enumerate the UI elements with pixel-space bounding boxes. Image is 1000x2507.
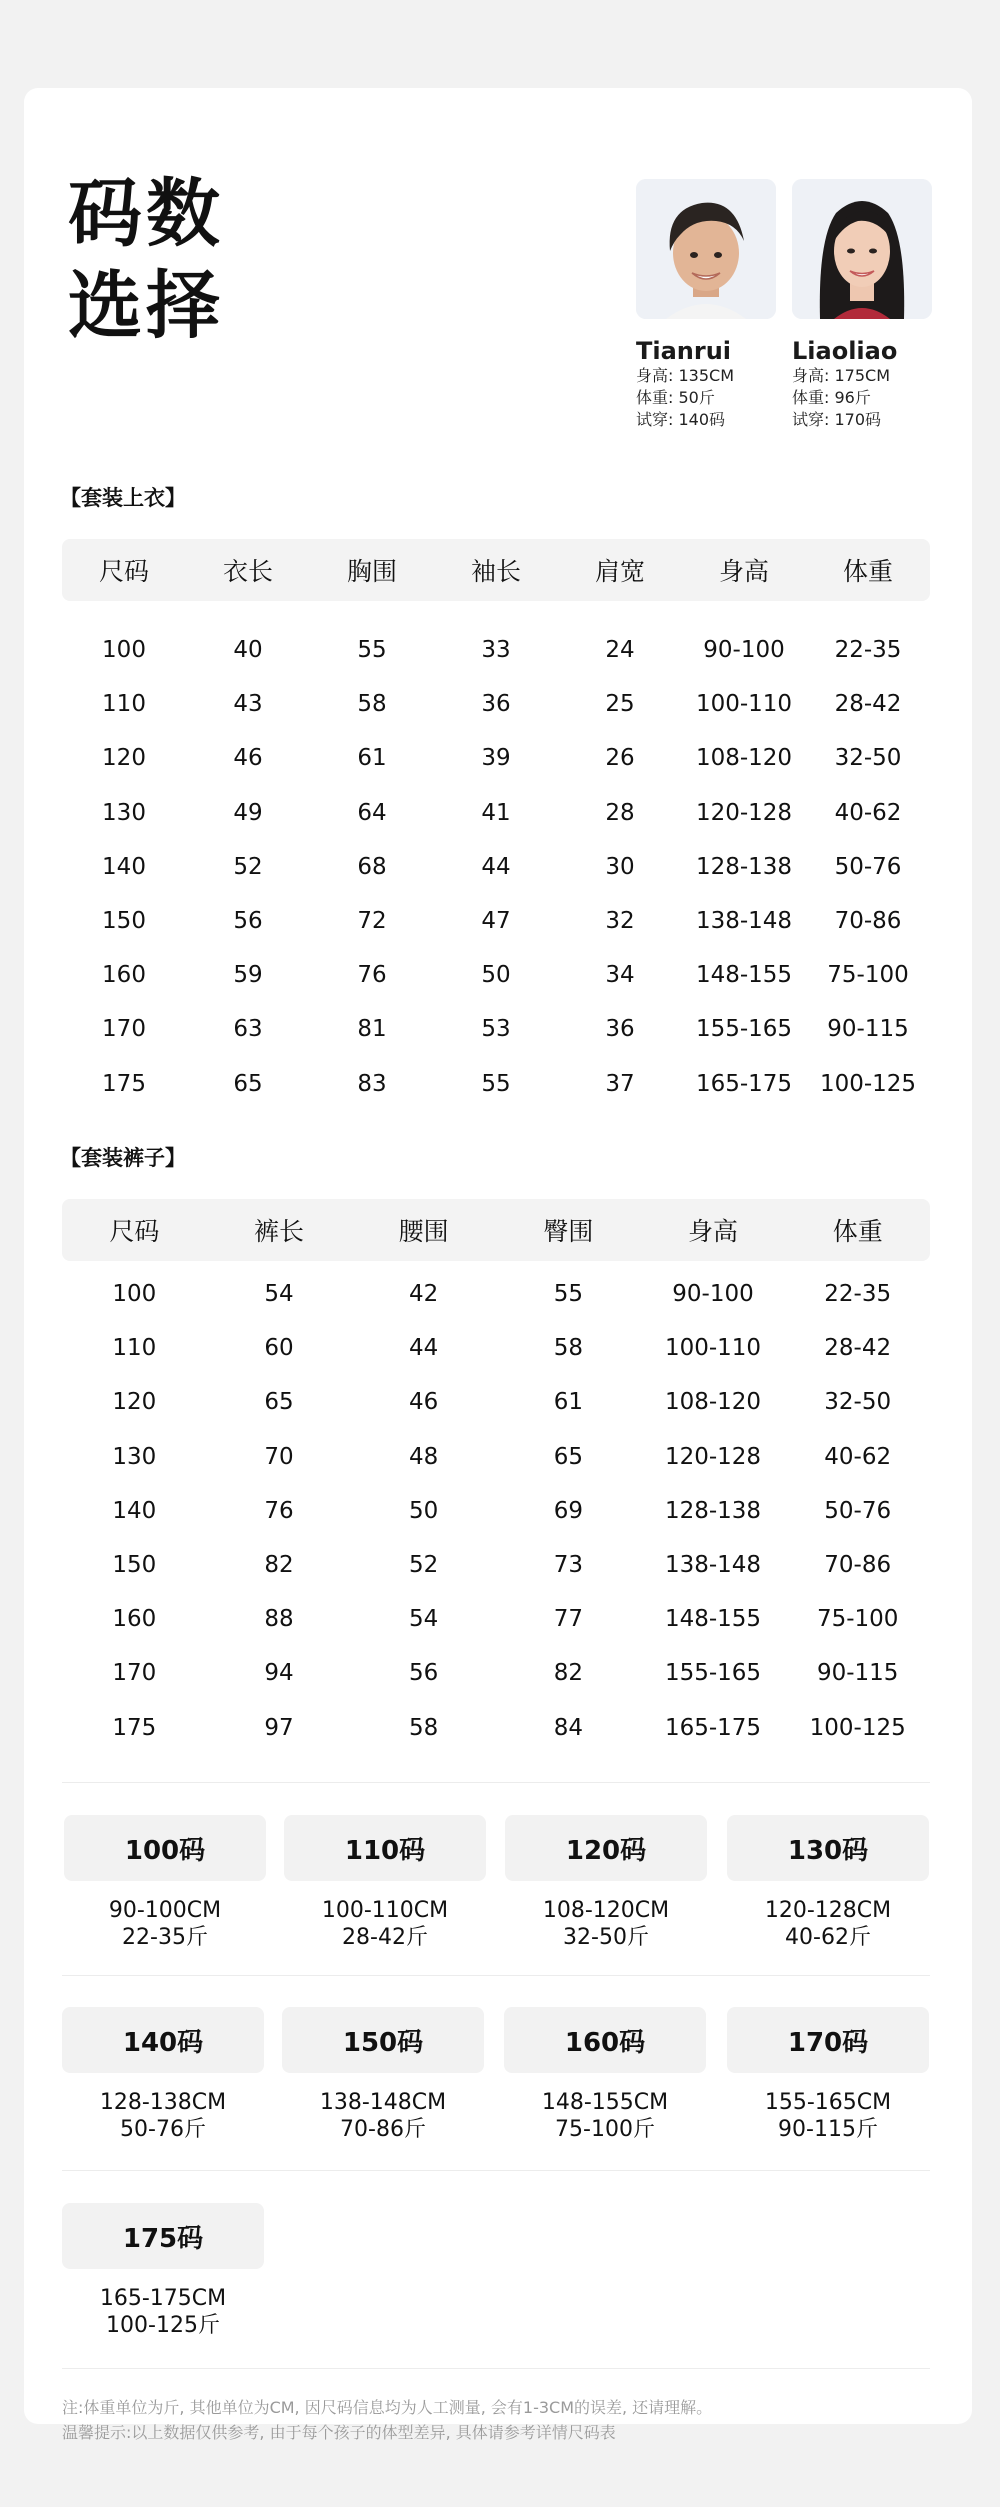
size-card-label: 140码 bbox=[62, 2007, 264, 2073]
table-cell: 90-115 bbox=[827, 1016, 909, 1043]
size-card-weight: 32-50斤 bbox=[563, 1925, 649, 1950]
table-row bbox=[62, 786, 930, 840]
table-cell: 65 bbox=[264, 1389, 294, 1416]
size-card-height: 128-138CM bbox=[99, 2090, 227, 2115]
table-cell: 155-165 bbox=[664, 1660, 762, 1687]
table-cell: 170 bbox=[102, 1016, 146, 1043]
size-card-height: 100-110CM bbox=[321, 1898, 449, 1923]
table-cell: 44 bbox=[481, 853, 511, 880]
column-header: 衣长 bbox=[222, 557, 273, 586]
table-cell: 138-148 bbox=[664, 1552, 762, 1579]
model-photo bbox=[636, 179, 776, 319]
footnote bbox=[62, 2395, 712, 2445]
table-cell: 76 bbox=[357, 962, 387, 989]
table-header bbox=[62, 1199, 930, 1261]
column-header: 身高 bbox=[688, 1217, 739, 1246]
table-row bbox=[62, 1592, 930, 1646]
table-cell: 28-42 bbox=[834, 691, 902, 718]
title-line-2: 选择 bbox=[68, 263, 224, 349]
table-body bbox=[62, 1267, 930, 1755]
table-cell: 33 bbox=[481, 637, 511, 664]
table-cell: 25 bbox=[605, 691, 635, 718]
table-cell: 42 bbox=[409, 1281, 439, 1308]
table-cell: 54 bbox=[409, 1606, 439, 1633]
table-cell: 22-35 bbox=[834, 637, 902, 664]
size-card-weight: 90-115斤 bbox=[778, 2117, 878, 2142]
table-row bbox=[62, 1701, 930, 1755]
column-header: 腰围 bbox=[398, 1217, 449, 1246]
size-card-label: 100码 bbox=[64, 1815, 266, 1881]
table-cell: 100 bbox=[112, 1281, 157, 1308]
table-cell: 138-148 bbox=[695, 908, 793, 935]
column-header: 尺码 bbox=[109, 1217, 160, 1246]
table-cell: 63 bbox=[233, 1016, 263, 1043]
size-card-label: 120码 bbox=[505, 1815, 707, 1881]
size-card-label: 150码 bbox=[282, 2007, 484, 2073]
table-cell: 65 bbox=[233, 1070, 263, 1097]
size-card-label: 160码 bbox=[504, 2007, 706, 2073]
table-cell: 100-125 bbox=[809, 1714, 906, 1741]
column-header: 裤长 bbox=[254, 1217, 305, 1246]
table-cell: 49 bbox=[233, 799, 263, 826]
size-card-weight: 50-76斤 bbox=[120, 2117, 206, 2142]
size-card bbox=[282, 2007, 484, 2143]
table-cell: 56 bbox=[409, 1660, 439, 1687]
size-card-label: 170码 bbox=[727, 2007, 929, 2073]
size-card-weight: 70-86斤 bbox=[340, 2117, 426, 2142]
table-cell: 68 bbox=[357, 853, 387, 880]
table-cell: 72 bbox=[357, 908, 387, 935]
table-row bbox=[62, 1646, 930, 1700]
table-cell: 130 bbox=[102, 799, 146, 826]
divider bbox=[62, 1975, 930, 1976]
table-cell: 44 bbox=[409, 1335, 439, 1362]
table-cell: 77 bbox=[553, 1606, 583, 1633]
model-weight: 体重: 50斤 bbox=[636, 388, 715, 407]
size-card-weight: 28-42斤 bbox=[342, 1925, 428, 1950]
table-cell: 75-100 bbox=[827, 962, 909, 989]
table-cell: 32-50 bbox=[824, 1389, 892, 1416]
note-units: 注:体重单位为斤, 其他单位为CM, 因尺码信息均为人工测量, 会有1-3CM的误差, 还请理解。 bbox=[62, 2398, 713, 2417]
table-cell: 56 bbox=[233, 908, 263, 935]
title-line-1: 码数 bbox=[68, 171, 224, 257]
table-cell: 76 bbox=[264, 1497, 294, 1524]
table-cell: 58 bbox=[553, 1335, 583, 1362]
model-weight: 体重: 96斤 bbox=[792, 388, 871, 407]
table-cell: 28 bbox=[605, 799, 635, 826]
table-cell: 94 bbox=[264, 1660, 294, 1687]
size-card-label: 110码 bbox=[284, 1815, 486, 1881]
table-cell: 82 bbox=[264, 1552, 294, 1579]
table-cell: 40-62 bbox=[834, 799, 902, 826]
table-cell: 108-120 bbox=[695, 745, 793, 772]
column-header: 袖长 bbox=[470, 557, 521, 586]
table-cell: 47 bbox=[481, 908, 511, 935]
table-cell: 120 bbox=[112, 1389, 157, 1416]
table-cell: 160 bbox=[102, 962, 146, 989]
table-cell: 84 bbox=[553, 1714, 583, 1741]
table-cell: 130 bbox=[112, 1443, 157, 1470]
table-cell: 26 bbox=[605, 745, 635, 772]
table-cell: 165-175 bbox=[695, 1070, 793, 1097]
pants-section-label: 【套装裤子】 bbox=[60, 1146, 186, 1170]
table-row bbox=[62, 1484, 930, 1538]
table-cell: 28-42 bbox=[824, 1335, 892, 1362]
table-cell: 36 bbox=[605, 1016, 635, 1043]
column-header: 尺码 bbox=[98, 557, 149, 586]
table-row bbox=[62, 731, 930, 785]
table-cell: 97 bbox=[264, 1714, 294, 1741]
size-card-height: 108-120CM bbox=[542, 1898, 670, 1923]
size-card-height: 165-175CM bbox=[99, 2286, 227, 2311]
table-row bbox=[62, 1430, 930, 1484]
table-cell: 64 bbox=[357, 799, 387, 826]
table-row bbox=[62, 1538, 930, 1592]
table-row bbox=[62, 894, 930, 948]
table-row bbox=[62, 948, 930, 1002]
size-card-height: 138-148CM bbox=[319, 2090, 447, 2115]
table-cell: 37 bbox=[605, 1070, 635, 1097]
divider bbox=[62, 1782, 930, 1783]
table-cell: 110 bbox=[112, 1335, 157, 1362]
size-card bbox=[727, 2007, 929, 2143]
model-photo bbox=[792, 179, 932, 319]
table-cell: 22-35 bbox=[824, 1281, 892, 1308]
table-cell: 100-110 bbox=[664, 1335, 762, 1362]
table-row bbox=[62, 1267, 930, 1321]
table-cell: 32 bbox=[605, 908, 635, 935]
table-cell: 100-125 bbox=[819, 1070, 917, 1097]
size-card-weight: 40-62斤 bbox=[785, 1925, 871, 1950]
table-cell: 83 bbox=[357, 1070, 387, 1097]
table-cell: 34 bbox=[605, 962, 635, 989]
size-card bbox=[64, 1815, 266, 1951]
table-cell: 58 bbox=[357, 691, 387, 718]
size-card-height: 155-165CM bbox=[764, 2090, 892, 2115]
table-row bbox=[62, 677, 930, 731]
table-cell: 90-115 bbox=[816, 1660, 899, 1687]
table-cell: 46 bbox=[233, 745, 263, 772]
column-header: 体重 bbox=[842, 557, 893, 586]
table-cell: 82 bbox=[553, 1660, 583, 1687]
model-card-tianrui bbox=[636, 179, 776, 431]
table-cell: 175 bbox=[102, 1070, 146, 1097]
table-cell: 50 bbox=[409, 1497, 439, 1524]
column-header: 臀围 bbox=[543, 1217, 594, 1246]
woman-portrait-icon bbox=[792, 179, 932, 319]
size-card-label: 130码 bbox=[727, 1815, 929, 1881]
table-cell: 70-86 bbox=[824, 1552, 892, 1579]
table-cell: 148-155 bbox=[695, 962, 793, 989]
table-row bbox=[62, 1321, 930, 1375]
size-card bbox=[505, 1815, 707, 1951]
column-header: 体重 bbox=[832, 1217, 883, 1246]
table-cell: 88 bbox=[264, 1606, 294, 1633]
size-card-weight: 75-100斤 bbox=[555, 2117, 655, 2142]
table-cell: 75-100 bbox=[816, 1606, 899, 1633]
size-card-label: 175码 bbox=[62, 2203, 264, 2269]
table-cell: 150 bbox=[112, 1552, 157, 1579]
pants-size-table bbox=[62, 1199, 930, 1755]
table-cell: 148-155 bbox=[664, 1606, 762, 1633]
table-cell: 48 bbox=[409, 1443, 439, 1470]
table-cell: 160 bbox=[112, 1606, 157, 1633]
table-cell: 70 bbox=[264, 1443, 294, 1470]
child-portrait-icon bbox=[636, 179, 776, 319]
size-card bbox=[62, 2203, 264, 2339]
table-cell: 55 bbox=[357, 637, 387, 664]
table-cell: 150 bbox=[102, 908, 146, 935]
table-cell: 36 bbox=[481, 691, 511, 718]
note-tip: 温馨提示:以上数据仅供参考, 由于每个孩子的体型差异, 具体请参考详情尺码表 bbox=[62, 2423, 616, 2442]
table-cell: 175 bbox=[112, 1714, 157, 1741]
table-cell: 30 bbox=[605, 853, 635, 880]
table-cell: 54 bbox=[264, 1281, 294, 1308]
model-size: 试穿: 140码 bbox=[636, 410, 726, 429]
model-card-liaoliao bbox=[792, 179, 932, 431]
size-card-height: 148-155CM bbox=[541, 2090, 669, 2115]
table-cell: 165-175 bbox=[664, 1714, 762, 1741]
table-cell: 52 bbox=[233, 853, 263, 880]
table-cell: 128-138 bbox=[664, 1497, 762, 1524]
table-cell: 100-110 bbox=[695, 691, 793, 718]
table-cell: 70-86 bbox=[834, 908, 902, 935]
divider bbox=[62, 2368, 930, 2369]
table-cell: 43 bbox=[233, 691, 263, 718]
table-cell: 52 bbox=[409, 1552, 439, 1579]
table-cell: 140 bbox=[102, 853, 146, 880]
divider bbox=[62, 2170, 930, 2171]
table-cell: 90-100 bbox=[672, 1281, 754, 1308]
table-cell: 110 bbox=[102, 691, 146, 718]
model-height: 身高: 175CM bbox=[792, 366, 890, 385]
top-size-table bbox=[62, 539, 930, 1111]
table-cell: 155-165 bbox=[695, 1016, 793, 1043]
table-cell: 24 bbox=[605, 637, 635, 664]
table-cell: 59 bbox=[233, 962, 263, 989]
table-cell: 100 bbox=[102, 637, 146, 664]
table-cell: 90-100 bbox=[703, 637, 785, 664]
table-cell: 120-128 bbox=[664, 1443, 762, 1470]
model-size: 试穿: 170码 bbox=[792, 410, 882, 429]
table-cell: 50 bbox=[481, 962, 511, 989]
size-card-height: 120-128CM bbox=[764, 1898, 892, 1923]
table-cell: 140 bbox=[112, 1497, 157, 1524]
table-body bbox=[62, 623, 930, 1111]
table-cell: 55 bbox=[553, 1281, 583, 1308]
table-cell: 40 bbox=[233, 637, 263, 664]
size-card-weight: 22-35斤 bbox=[122, 1925, 208, 1950]
page-title bbox=[68, 168, 224, 352]
table-cell: 60 bbox=[264, 1335, 294, 1362]
table-cell: 32-50 bbox=[834, 745, 902, 772]
table-cell: 40-62 bbox=[824, 1443, 892, 1470]
table-cell: 58 bbox=[409, 1714, 439, 1741]
size-card-weight: 100-125斤 bbox=[106, 2313, 220, 2338]
size-card bbox=[504, 2007, 706, 2143]
model-height: 身高: 135CM bbox=[636, 366, 734, 385]
size-card bbox=[284, 1815, 486, 1951]
size-card bbox=[727, 1815, 929, 1951]
column-header: 胸围 bbox=[346, 557, 397, 586]
table-cell: 55 bbox=[481, 1070, 511, 1097]
table-cell: 50-76 bbox=[834, 853, 902, 880]
table-row bbox=[62, 1057, 930, 1111]
column-header: 身高 bbox=[718, 557, 769, 586]
size-card-height: 90-100CM bbox=[108, 1898, 222, 1923]
table-cell: 81 bbox=[357, 1016, 387, 1043]
top-section-label: 【套装上衣】 bbox=[60, 486, 186, 510]
size-card bbox=[62, 2007, 264, 2143]
table-row bbox=[62, 1375, 930, 1429]
table-row bbox=[62, 1002, 930, 1056]
table-cell: 69 bbox=[553, 1497, 583, 1524]
column-header: 肩宽 bbox=[594, 557, 645, 586]
table-cell: 46 bbox=[409, 1389, 439, 1416]
table-cell: 41 bbox=[481, 799, 511, 826]
table-cell: 65 bbox=[553, 1443, 583, 1470]
table-cell: 128-138 bbox=[695, 853, 793, 880]
table-cell: 61 bbox=[357, 745, 387, 772]
table-cell: 120-128 bbox=[695, 799, 793, 826]
table-cell: 120 bbox=[102, 745, 146, 772]
table-cell: 61 bbox=[553, 1389, 583, 1416]
table-cell: 73 bbox=[553, 1552, 583, 1579]
table-row bbox=[62, 623, 930, 677]
table-cell: 53 bbox=[481, 1016, 511, 1043]
table-row bbox=[62, 840, 930, 894]
table-header bbox=[62, 539, 930, 601]
table-cell: 50-76 bbox=[824, 1497, 892, 1524]
model-name: Tianrui bbox=[636, 337, 732, 365]
table-cell: 39 bbox=[481, 745, 511, 772]
table-cell: 170 bbox=[112, 1660, 157, 1687]
table-cell: 108-120 bbox=[664, 1389, 762, 1416]
model-name: Liaoliao bbox=[792, 337, 898, 365]
